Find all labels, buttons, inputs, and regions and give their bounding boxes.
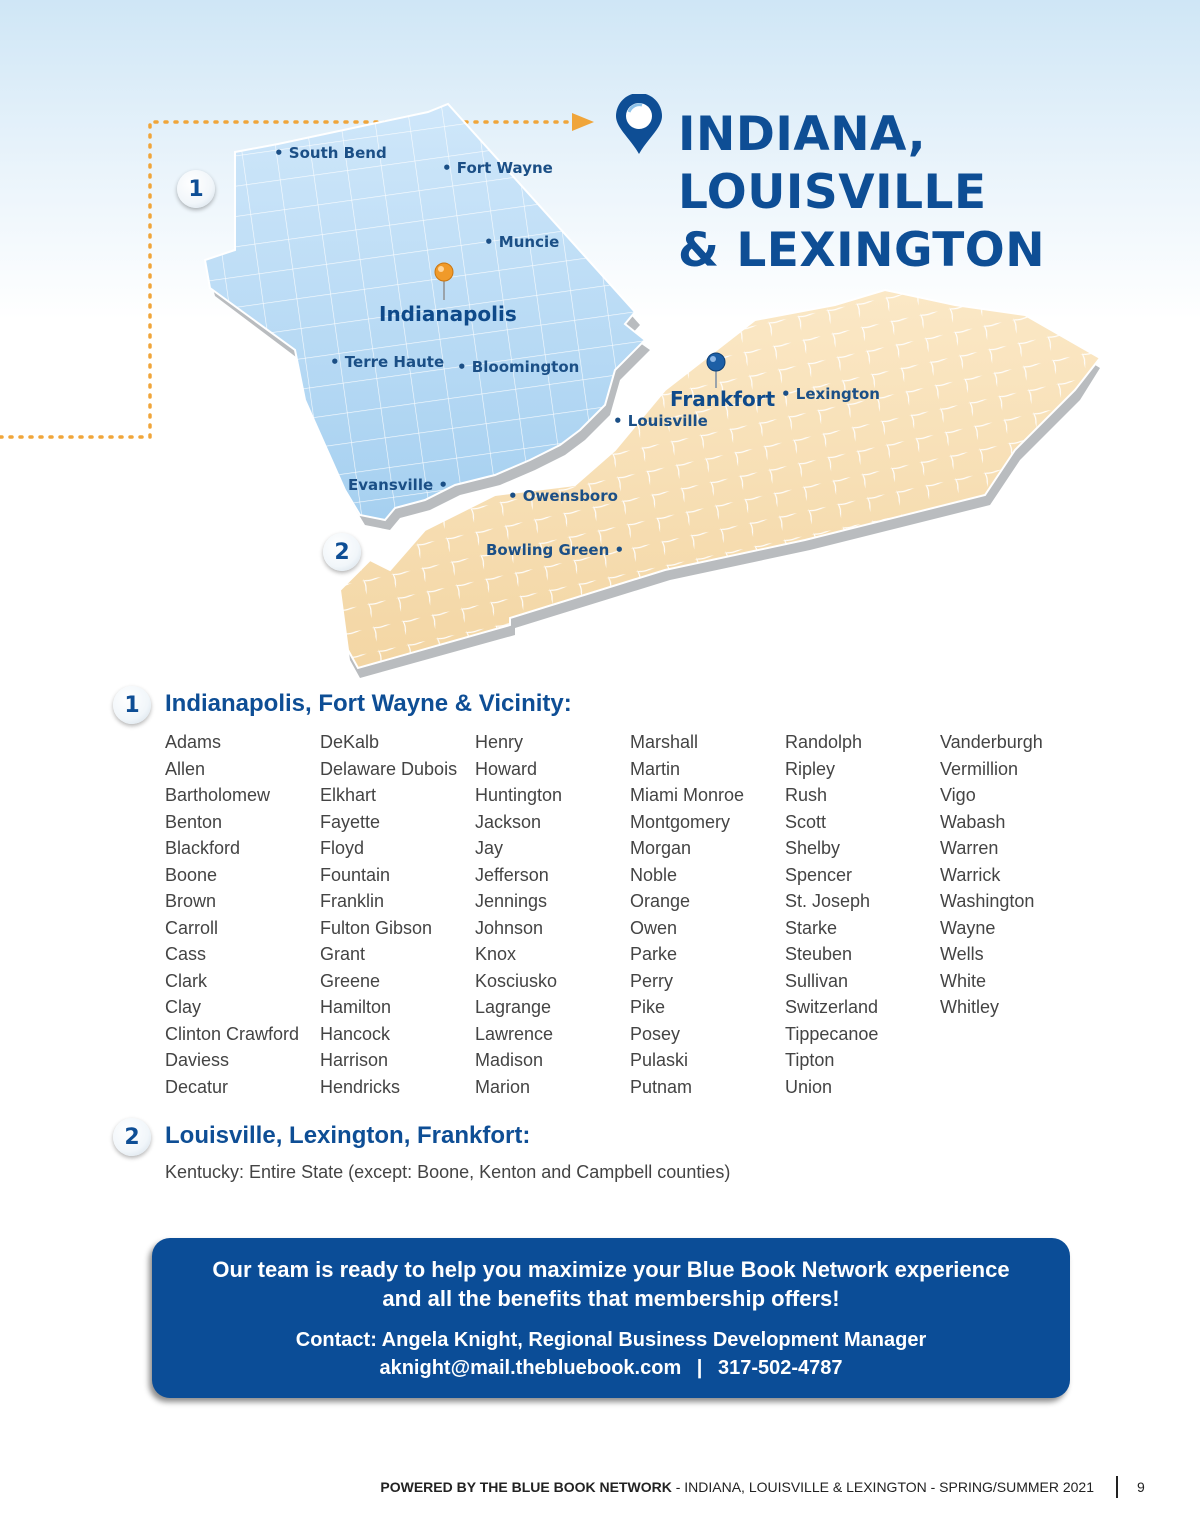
title-line-2: LOUISVILLE — [678, 165, 987, 220]
county-item: Vanderburgh — [940, 732, 1043, 752]
county-item: Martin — [630, 758, 681, 779]
county-item: Bartholomew — [165, 785, 271, 805]
city-label-lexington: • Lexington — [781, 385, 880, 403]
county-item: Daviess — [165, 1050, 230, 1070]
county-item: Pike — [630, 997, 666, 1017]
county-item: Boone — [165, 864, 218, 885]
section-2-description: Kentucky: Entire State (except: Boone, Kenton and Campbell counties) — [165, 1162, 731, 1182]
county-item: Steuben — [785, 944, 853, 964]
section-2-badge: 2 — [113, 1118, 151, 1156]
county-column-2 — [320, 729, 475, 1100]
county-item: Grant — [320, 944, 366, 964]
county-item: Johnson — [475, 917, 544, 938]
county-item: DeKalb — [320, 732, 380, 752]
county-item: Wabash — [940, 811, 1006, 832]
section-2-heading: Louisville, Lexington, Frankfort: — [165, 1122, 531, 1149]
county-item: Clark — [165, 970, 208, 991]
county-item: Owen — [630, 917, 678, 938]
county-item: Hendricks — [320, 1076, 401, 1097]
city-label-evansville: Evansville • — [348, 476, 448, 494]
county-item: Warren — [940, 838, 999, 858]
contact-message-line-1: Our team is ready to help you maximize your Blue Book Network experience — [212, 1257, 1010, 1282]
county-item: Blackford — [165, 838, 241, 858]
county-item: Pulaski — [630, 1050, 689, 1070]
county-item: Fulton Gibson — [320, 917, 433, 938]
city-label-indianapolis: Indianapolis — [379, 302, 517, 326]
county-item: Howard — [475, 758, 538, 779]
county-item: Huntington — [475, 785, 563, 805]
county-column-4 — [630, 729, 785, 1100]
city-label-louisville: • Louisville — [613, 412, 708, 430]
county-item: Shelby — [785, 838, 841, 858]
contact-separator: | — [696, 1357, 703, 1379]
county-item: Lawrence — [475, 1023, 554, 1044]
page-title — [678, 106, 1045, 280]
county-item: Allen — [165, 758, 206, 779]
title-line-1: INDIANA, — [678, 107, 927, 162]
county-item: Randolph — [785, 732, 863, 752]
region-badge-1: 1 — [177, 170, 215, 208]
county-item: Vigo — [940, 785, 976, 805]
county-item: Hancock — [320, 1023, 391, 1044]
county-item: Jay — [475, 838, 504, 858]
county-item: Rush — [785, 785, 828, 805]
contact-message — [152, 1255, 1070, 1313]
county-column-5 — [785, 729, 940, 1100]
footer-brand: POWERED BY THE BLUE BOOK NETWORK — [380, 1479, 672, 1495]
location-pin-icon — [612, 94, 666, 156]
county-item: Harrison — [320, 1050, 389, 1070]
county-item: Jennings — [475, 891, 548, 911]
county-item: Benton — [165, 811, 223, 832]
section-1-badge: 1 — [113, 686, 151, 724]
contact-box — [152, 1238, 1070, 1398]
county-item: Fayette — [320, 811, 381, 832]
county-item: Knox — [475, 944, 517, 964]
county-item: Tippecanoe — [785, 1023, 879, 1044]
city-label-south-bend: • South Bend — [274, 144, 387, 162]
county-item: Orange — [630, 891, 691, 911]
contact-email[interactable]: aknight@mail.thebluebook.com — [379, 1357, 682, 1379]
county-item: Floyd — [320, 838, 365, 858]
footer-text — [380, 1479, 1094, 1495]
county-item: Parke — [630, 944, 678, 964]
county-item: Jefferson — [475, 864, 549, 885]
county-item: Montgomery — [630, 811, 731, 832]
city-label-terre-haute: • Terre Haute — [330, 353, 445, 371]
contact-phone[interactable]: 317-502-4787 — [717, 1357, 843, 1379]
county-item: Tipton — [785, 1050, 835, 1070]
contact-person: Contact: Angela Knight, Regional Business Development Manager — [295, 1329, 927, 1351]
section-1-heading: Indianapolis, Fort Wayne & Vicinity: — [165, 690, 572, 717]
county-item: Switzerland — [785, 997, 879, 1017]
county-item: Ripley — [785, 758, 836, 779]
county-item: Wayne — [940, 917, 996, 938]
county-item: Clay — [165, 997, 202, 1017]
county-item: Perry — [630, 970, 674, 991]
county-item: Clinton Crawford — [165, 1023, 300, 1044]
contact-message-line-2: and all the benefits that membership offers! — [382, 1286, 840, 1311]
city-label-fort-wayne: • Fort Wayne — [442, 159, 553, 177]
county-column-6 — [940, 729, 1095, 1021]
county-item: Vermillion — [940, 758, 1019, 779]
county-column-1 — [165, 729, 320, 1100]
county-item: Lagrange — [475, 997, 552, 1017]
contact-details — [152, 1326, 1070, 1382]
county-item: Scott — [785, 811, 827, 832]
county-item: Carroll — [165, 917, 219, 938]
county-item: Fountain — [320, 864, 391, 885]
county-item: Posey — [630, 1023, 681, 1044]
title-line-3: & LEXINGTON — [678, 223, 1046, 278]
county-item: Decatur — [165, 1076, 229, 1097]
county-item: Wells — [940, 944, 984, 964]
county-item: Starke — [785, 917, 838, 938]
contact-info-line — [152, 1354, 1070, 1382]
county-item: Delaware Dubois — [320, 758, 458, 779]
footer-issue: - INDIANA, LOUISVILLE & LEXINGTON - SPRING/SUMMER 2021 — [671, 1479, 1094, 1495]
county-item: Marion — [475, 1076, 531, 1097]
county-item: Whitley — [940, 997, 1000, 1017]
county-item: Warrick — [940, 864, 1001, 885]
county-item: Adams — [165, 732, 222, 752]
county-item: Union — [785, 1076, 833, 1097]
county-item: Miami Monroe — [630, 785, 745, 805]
region-badge-2: 2 — [323, 533, 361, 571]
county-item: Washington — [940, 891, 1035, 911]
county-item: Marshall — [630, 732, 699, 752]
city-label-bowling-green: Bowling Green • — [486, 541, 625, 559]
county-item: Cass — [165, 944, 207, 964]
county-item: Spencer — [785, 864, 853, 885]
county-item: Franklin — [320, 891, 385, 911]
county-item: Madison — [475, 1050, 544, 1070]
county-item: Greene — [320, 970, 381, 991]
footer-divider — [1116, 1476, 1118, 1498]
county-item: Elkhart — [320, 785, 377, 805]
county-item: Noble — [630, 864, 678, 885]
county-item: Putnam — [630, 1076, 693, 1097]
city-label-bloomington: • Bloomington — [457, 358, 580, 376]
county-item: Kosciusko — [475, 970, 558, 991]
city-label-frankfort: Frankfort — [670, 387, 776, 411]
county-item: Sullivan — [785, 970, 849, 991]
county-column-3 — [475, 729, 630, 1100]
county-item: Brown — [165, 891, 217, 911]
county-item: St. Joseph — [785, 891, 871, 911]
county-item: Henry — [475, 732, 524, 752]
county-item: Jackson — [475, 811, 542, 832]
city-label-owensboro: • Owensboro — [508, 487, 618, 505]
city-label-muncie: • Muncie — [484, 233, 560, 251]
page-number: 9 — [1137, 1479, 1145, 1495]
county-item: Morgan — [630, 838, 692, 858]
county-item: White — [940, 970, 987, 991]
county-item: Hamilton — [320, 997, 392, 1017]
